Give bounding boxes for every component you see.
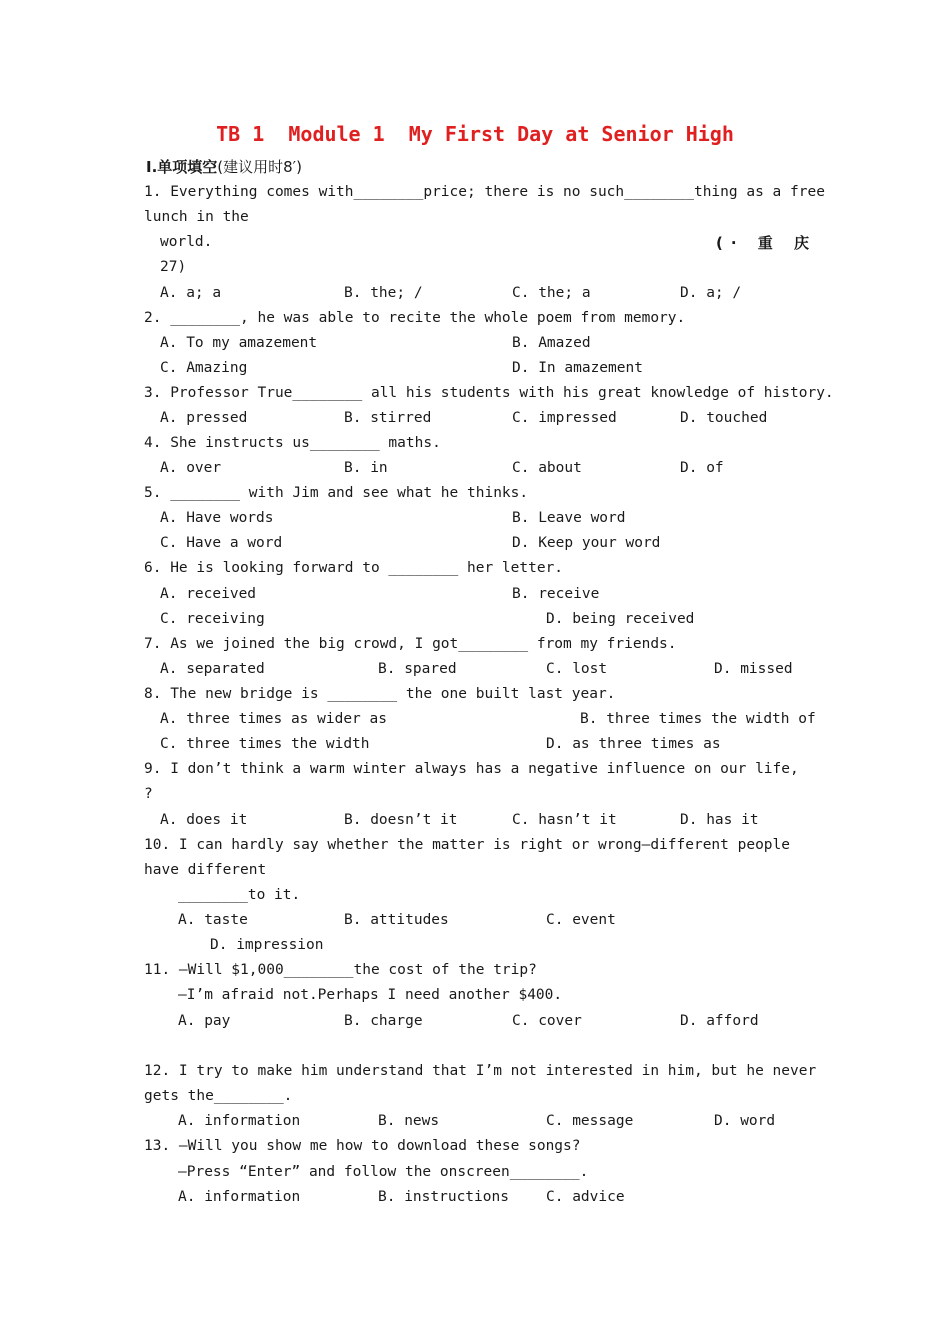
answer-option: B. attitudes — [344, 912, 449, 928]
question-text: ? — [144, 786, 153, 802]
answer-option: A. received — [160, 586, 257, 602]
answer-option: D. Keep your word — [512, 535, 661, 551]
answer-option: B. three times the width of — [580, 711, 816, 727]
question-text: 7. As we joined the big crowd, I got________ from my friends. — [144, 636, 677, 652]
section-note: (建议用时8′) — [217, 158, 302, 176]
answer-option: B. spared — [378, 661, 457, 677]
answer-option: B. Leave word — [512, 510, 626, 526]
answer-option: C. advice — [546, 1189, 625, 1205]
question-text: 5. ________ with Jim and see what he thinks. — [144, 485, 529, 501]
answer-option: B. the; / — [344, 285, 423, 301]
answer-option: D. In amazement — [512, 360, 643, 376]
answer-option: D. missed — [714, 661, 793, 677]
question-text: gets the________. — [144, 1088, 293, 1104]
answer-option: C. lost — [546, 661, 608, 677]
answer-option: C. receiving — [160, 611, 265, 627]
question-text: 13. —Will you show me how to download these songs? — [144, 1138, 581, 1154]
section-label: Ⅰ.单项填空 — [146, 158, 218, 176]
question-text: 1. Everything comes with________price; there is no such________thing as a free — [144, 184, 825, 200]
answer-option: D. afford — [680, 1013, 759, 1029]
answer-option: B. doesn’t it — [344, 812, 458, 828]
answer-option: D. has it — [680, 812, 759, 828]
answer-option: A. pressed — [160, 410, 248, 426]
answer-option: D. being received — [546, 611, 695, 627]
question-text: 2. ________, he was able to recite the whole poem from memory. — [144, 310, 686, 326]
question-text: —Press “Enter” and follow the onscreen________. — [178, 1164, 589, 1180]
answer-option: C. the; a — [512, 285, 591, 301]
answer-option: A. Have words — [160, 510, 274, 526]
answer-option: C. message — [546, 1113, 634, 1129]
source-tag: (· 重 庆 — [716, 234, 817, 252]
answer-option: A. over — [160, 460, 222, 476]
section-heading — [146, 156, 302, 177]
answer-option: C. Amazing — [160, 360, 248, 376]
answer-option: A. taste — [178, 912, 248, 928]
answer-option: A. information — [178, 1113, 301, 1129]
answer-option: C. cover — [512, 1013, 582, 1029]
answer-option: B. stirred — [344, 410, 432, 426]
question-text: 9. I don’t think a warm winter always has a negative influence on our life, — [144, 761, 799, 777]
answer-option: A. separated — [160, 661, 265, 677]
answer-option: C. event — [546, 912, 616, 928]
answer-option: C. hasn’t it — [512, 812, 617, 828]
question-text: 4. She instructs us________ maths. — [144, 435, 441, 451]
question-text: have different — [144, 862, 267, 878]
answer-option: A. a; a — [160, 285, 222, 301]
answer-option: A. information — [178, 1189, 301, 1205]
answer-option: B. in — [344, 460, 388, 476]
question-text: 10. I can hardly say whether the matter is right or wrong—different people — [144, 837, 791, 853]
answer-option: A. three times as wider as — [160, 711, 387, 727]
question-text: 27) — [160, 259, 187, 275]
question-text: 3. Professor True________ all his students with his great knowledge of history. — [144, 385, 834, 401]
answer-option: A. does it — [160, 812, 248, 828]
answer-option: D. word — [714, 1113, 776, 1129]
question-text: 8. The new bridge is ________ the one built last year. — [144, 686, 616, 702]
question-text: world. — [160, 234, 213, 250]
answer-option: A. pay — [178, 1013, 231, 1029]
answer-option: D. touched — [680, 410, 768, 426]
question-text: 11. —Will $1,000________the cost of the trip? — [144, 962, 537, 978]
question-text: 12. I try to make him understand that I’m not interested in him, but he never — [144, 1063, 817, 1079]
answer-option: A. To my amazement — [160, 335, 318, 351]
answer-option: C. three times the width — [160, 736, 370, 752]
answer-option: B. receive — [512, 586, 600, 602]
answer-option: C. impressed — [512, 410, 617, 426]
answer-option: D. as three times as — [546, 736, 721, 752]
question-text: lunch in the — [144, 209, 249, 225]
page-title: TB 1 Module 1 My First Day at Senior High — [216, 122, 734, 146]
answer-option: B. news — [378, 1113, 440, 1129]
answer-option: B. instructions — [378, 1189, 509, 1205]
answer-option: C. about — [512, 460, 582, 476]
answer-option: D. of — [680, 460, 724, 476]
answer-option: B. charge — [344, 1013, 423, 1029]
question-text: —I’m afraid not.Perhaps I need another $400. — [178, 987, 563, 1003]
question-text: ________to it. — [178, 887, 301, 903]
question-text: 6. He is looking forward to ________ her letter. — [144, 560, 564, 576]
answer-option: B. Amazed — [512, 335, 591, 351]
answer-option: C. Have a word — [160, 535, 283, 551]
answer-option: D. a; / — [680, 285, 742, 301]
answer-option: D. impression — [210, 937, 324, 953]
